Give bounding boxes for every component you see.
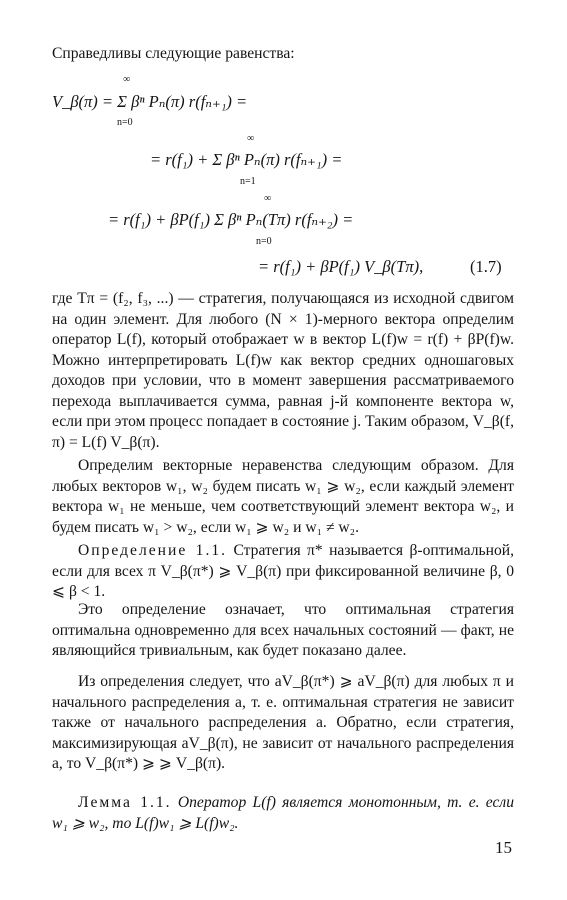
paragraph-inequalities: Определим векторные неравенства следующим образом. Для любых векторов w₁, w₂ будем писать w₁ ⩾ w₂, если каждый элемент вектора w₁ не меньше, чем соответствующий элемент вектора w₂, и будем писать w₁ > w₂, если w₁ ⩾ w₂ и w₁ ≠ w₂.	[52, 457, 514, 536]
intro-text: Справедливы следующие равенства:	[52, 45, 295, 62]
page-number: 15	[495, 838, 512, 857]
definition-heading: Определение 1.1.	[78, 542, 228, 559]
equation-number: (1.7)	[470, 257, 502, 276]
sum-lower-limit-1: n=0	[117, 117, 133, 128]
sum-lower-limit-2: n=1	[240, 176, 256, 187]
lemma-block	[52, 793, 514, 834]
paragraph-initial-distribution: Из определения следует, что aV_β(π*) ⩾ aV_β(π) для любых π и начального распределения a, т. е. оптимальная стратегия не зависит также от начального распределения a. Обратно, если стратегия, максимизирующая aV_β(π), не зависит от начального распределения a, то V_β(π*) ⩾ ⩾ V_β(π).	[52, 673, 514, 772]
equation-line-4: = r(f₁) + βP(f₁) V_β(Tπ),	[258, 257, 424, 276]
equation-line-2: = r(f₁) + Σ βⁿ Pₙ(π) r(fₙ₊₁) =	[150, 150, 343, 169]
definition-block	[52, 541, 514, 603]
paragraph-operator: где Tπ = (f₂, f₃, ...) — стратегия, получающаяся из исходной сдвигом на один элемент. Для любого (N × 1)-мерного вектора определим оператор L(f), который отображает w в вектор L(f)w = r(f) + βP(f)w. Можно интерпретировать L(f)w как вектор средних одношаговых доходов при условии, что в момент завершения рассматриваемого перехода выплачивается сумма, равная j-й компоненте вектора w, если при этом процесс попадает в состояние j. Таким образом, V_β(f, π) = L(f) V_β(π).	[52, 290, 514, 451]
lemma-body: Оператор L(f) является монотонным, т. е. если w₁ ⩾ w₂, то L(f)w₁ ⩾ L(f)w₂.	[52, 794, 514, 832]
lemma-heading: Лемма 1.1.	[78, 794, 172, 811]
sum-upper-limit-3: ∞	[264, 193, 272, 204]
sum-upper-limit-1: ∞	[123, 74, 131, 85]
paragraph-meaning: Это определение означает, что оптимальная стратегия оптимальна одновременно для всех начальных состояний — факт, не являющийся тривиальным, как будет показано далее.	[52, 601, 514, 659]
equation-line-1: V_β(π) = Σ βⁿ Pₙ(π) r(fₙ₊₁) =	[52, 92, 248, 111]
sum-lower-limit-3: n=0	[256, 236, 272, 247]
sum-upper-limit-2: ∞	[247, 133, 255, 144]
equation-line-3: = r(f₁) + βP(f₁) Σ βⁿ Pₙ(Tπ) r(fₙ₊₂) =	[108, 210, 354, 229]
definition-body: Стратегия π* называется β-оптимальной, если для всех π V_β(π*) ⩾ V_β(π) при фиксированной величине β, 0 ⩽ β < 1.	[52, 542, 514, 600]
